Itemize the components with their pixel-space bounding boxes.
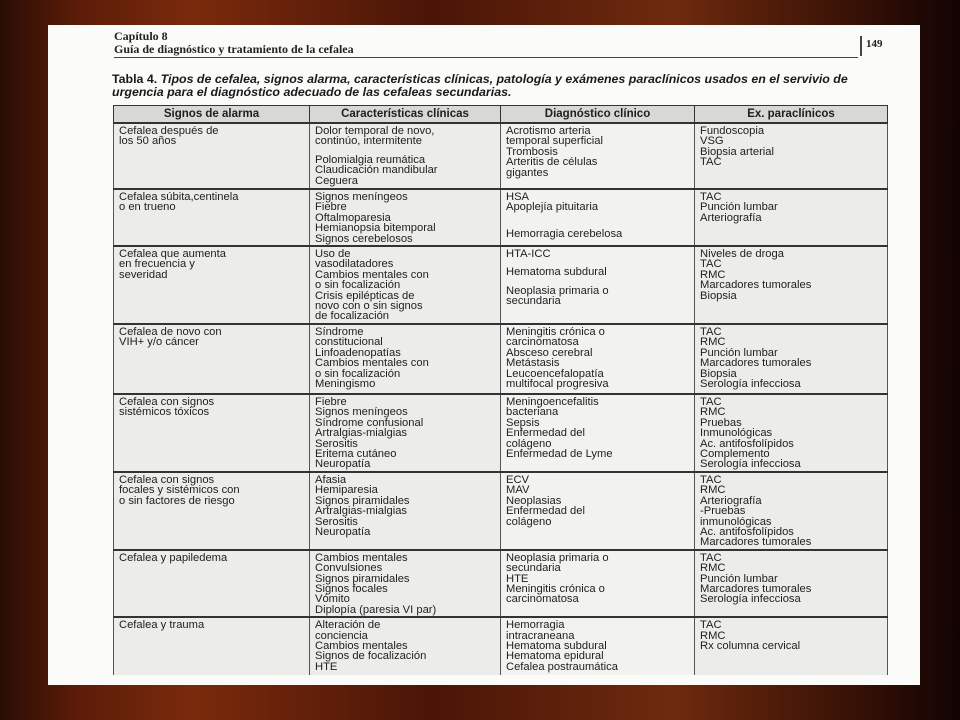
cell-line: o sin focalización [315, 279, 401, 292]
cell-line: Complemento [700, 448, 770, 461]
cell-line: conciencia [315, 629, 368, 642]
cell-line: Hematoma epidural [506, 650, 604, 663]
table-header-row [114, 106, 888, 124]
header-rule [114, 57, 858, 58]
column-header: Diagnóstico clínico [501, 106, 695, 124]
cell-line: Serositis [315, 515, 358, 528]
table-cell [114, 189, 310, 246]
column-header: Características clínicas [310, 106, 501, 124]
cell-line: Cefalea después de [119, 125, 219, 137]
cell-line: Cefalea con signos [119, 396, 215, 409]
table-cell [310, 324, 501, 394]
cell-line: TAC [700, 156, 722, 169]
cell-line: Hemiparesia [315, 484, 378, 497]
cell-line: Cefalea que aumenta [119, 248, 226, 261]
table-row [114, 394, 888, 472]
cell-line: Fiebre [315, 396, 347, 409]
cell-line: Inmunológicas [700, 427, 773, 440]
page-header [114, 30, 894, 66]
cell-line: Serositis [315, 437, 358, 450]
table-cell [114, 246, 310, 324]
cell-line: Apoplejía pituitaria [506, 201, 599, 214]
caption-label: Tabla 4. [112, 72, 158, 86]
guide-title: Guía de diagnóstico y tratamiento de la cefalea [114, 42, 354, 56]
table-cell [695, 550, 888, 617]
table-cell [310, 123, 501, 189]
table-cell [501, 472, 695, 550]
cell-line: HTA-ICC [506, 248, 551, 261]
cell-line: continúo, intermitente [315, 135, 422, 148]
cell-line: Meningitis crónica o [506, 326, 605, 339]
cell-line: Fiebre [315, 201, 347, 214]
cell-line: Artralgias-mialgias [315, 427, 408, 440]
cell-line: Dolor temporal de novo, [315, 125, 435, 137]
cell-line: Marcadores tumorales [700, 536, 812, 549]
cell-line: Punción lumbar [700, 346, 778, 359]
cell-line: de focalización [315, 310, 390, 323]
cell-line: Vómito [315, 593, 350, 606]
cell-line: Signos piramidales [315, 494, 410, 507]
cell-line: TAC [700, 326, 722, 339]
cell-line: Punción lumbar [700, 201, 778, 214]
cell-line: Marcadores tumorales [700, 279, 812, 292]
cell-line: Neoplasia primaria o [506, 551, 609, 564]
cell-line: Biopsia arterial [700, 145, 774, 158]
cell-line: Síndrome confusional [315, 416, 424, 429]
cell-line: temporal superficial [506, 135, 604, 148]
cell-line: Cefalea con signos [119, 473, 215, 486]
table-cell [310, 617, 501, 675]
column-header: Ex. paraclínicos [695, 106, 888, 124]
cell-line: TAC [700, 396, 722, 409]
cell-line: Convulsiones [315, 562, 383, 575]
cell-line: Linfoadenopatías [315, 346, 401, 359]
table-cell [310, 550, 501, 617]
cell-line: o sin factores de riesgo [119, 494, 235, 507]
table-cell [695, 324, 888, 394]
cell-line: TAC [700, 473, 722, 486]
cell-line: Acrotismo arteria [506, 125, 591, 137]
cell-line: Sepsis [506, 416, 540, 429]
cell-line: Pruebas [700, 416, 742, 429]
cell-line: Crisis epilépticas de [315, 289, 415, 302]
table-row [114, 617, 888, 675]
cell-line: Neuropatía [315, 458, 371, 471]
cell-line: gigantes [506, 166, 549, 179]
table-cell [695, 394, 888, 472]
cell-line: Artralgias-mialgias [315, 505, 408, 518]
cell-line: vasodilatadores [315, 258, 394, 271]
cell-line: carcinomatosa [506, 593, 579, 606]
cell-line: Metástasis [506, 357, 560, 370]
table-cell [501, 617, 695, 675]
cell-line: Leucoencefalopatía [506, 367, 604, 380]
cell-line: Meningismo [315, 378, 376, 391]
cell-line: TAC [700, 191, 722, 203]
cell-line: Diplopía (paresia VI par) [315, 603, 437, 616]
table-row [114, 550, 888, 617]
cell-line: intracraneana [506, 629, 575, 642]
cell-line: RMC [700, 629, 726, 642]
cell-line: Signos focales [315, 582, 388, 595]
cell-line: Ac. antifosfolípidos [700, 525, 794, 538]
cell-line: Cefalea y trauma [119, 619, 205, 632]
table-caption [112, 73, 892, 99]
cell-line: Cambios mentales con [315, 268, 429, 281]
table-cell [695, 189, 888, 246]
cell-line: secundaria [506, 562, 561, 575]
cell-line: Meningoencefalitis [506, 396, 599, 409]
cell-line: HTE [315, 660, 338, 673]
cell-line: colágeno [506, 437, 552, 450]
cell-line: -Pruebas [700, 505, 746, 518]
cell-line: VIH+ y/o cáncer [119, 336, 199, 349]
caption-text: Tipos de cefalea, signos alarma, características clínicas, patología y exámenes paraclínicos usados en el servivio de urgencia para el diagnóstico adecuado de las cefaleas secundarias. [112, 72, 848, 99]
table-cell [501, 324, 695, 394]
document-page [48, 25, 920, 685]
cell-line: Ceguera [315, 174, 358, 187]
table-cell [695, 617, 888, 675]
table-cell [114, 324, 310, 394]
cell-line: Niveles de droga [700, 248, 784, 261]
cell-line: Cefalea y papiledema [119, 551, 228, 564]
cell-line: Signos piramidales [315, 572, 410, 585]
cell-line: Hematoma subdural [506, 266, 607, 279]
page-number: 149 [866, 38, 883, 50]
cell-line: Arteriografía [700, 211, 762, 224]
cell-line: RMC [700, 336, 726, 349]
table-cell [501, 394, 695, 472]
cell-line: severidad [119, 268, 168, 281]
cell-line: Signos cerebelosos [315, 232, 413, 245]
table-cell [310, 394, 501, 472]
cell-line: Cefalea súbita,centinela [119, 191, 239, 203]
cell-line: Cambios mentales con [315, 357, 429, 370]
table-row [114, 189, 888, 246]
cell-line: Meningitis crónica o [506, 582, 605, 595]
cell-line: focales y sistémicos con [119, 484, 240, 497]
cell-line: Afasia [315, 473, 347, 486]
table-row [114, 123, 888, 189]
cell-line: MAV [506, 484, 530, 497]
table-cell [114, 394, 310, 472]
cell-line: VSG [700, 135, 724, 148]
cell-line: secundaria [506, 295, 561, 308]
table-cell [501, 189, 695, 246]
cell-line: en frecuencia y [119, 258, 195, 271]
cell-line: Arteriografía [700, 494, 762, 507]
table-cell [695, 246, 888, 324]
cell-line: Arteritis de células [506, 156, 598, 169]
table-cell [114, 550, 310, 617]
cell-line: Oftalmoparesia [315, 211, 391, 224]
cell-line: Fundoscopia [700, 125, 765, 137]
cell-line: o sin focalización [315, 367, 401, 380]
cell-line: los 50 años [119, 135, 177, 148]
cell-line: Síndrome [315, 326, 364, 339]
cell-line: carcinomatosa [506, 336, 579, 349]
cell-line: Signos meníngeos [315, 191, 408, 203]
cell-line: Hemorragia [506, 619, 565, 632]
cell-line: Claudicación mandibular [315, 164, 438, 177]
cell-line: RMC [700, 562, 726, 575]
headache-table [113, 105, 888, 675]
table-cell [501, 550, 695, 617]
table-cell [501, 246, 695, 324]
chapter-label: Capítulo 8 [114, 29, 168, 43]
cell-line: constitucional [315, 336, 383, 349]
table-cell [114, 472, 310, 550]
table-cell [114, 123, 310, 189]
table-row [114, 472, 888, 550]
cell-spacer [506, 213, 690, 221]
cell-line: Enfermedad de Lyme [506, 448, 613, 461]
table-cell [114, 617, 310, 675]
cell-line: inmunológicas [700, 515, 772, 528]
table-cell [310, 246, 501, 324]
table-cell [310, 189, 501, 246]
cell-line: bacteriana [506, 406, 559, 419]
cell-line: Serología infecciosa [700, 458, 801, 471]
cell-line: Marcadores tumorales [700, 357, 812, 370]
cell-line: TAC [700, 258, 722, 271]
cell-line: sistémicos tóxicos [119, 406, 210, 419]
cell-line: Neoplasias [506, 494, 562, 507]
table-cell [501, 123, 695, 189]
cell-line: Serología infecciosa [700, 593, 801, 606]
cell-line: Absceso cerebral [506, 346, 593, 359]
cell-line: Cefalea postraumática [506, 660, 618, 673]
cell-line: ECV [506, 473, 530, 486]
cell-line: TAC [700, 551, 722, 564]
cell-line: Biopsia [700, 367, 737, 380]
cell-line: TAC [700, 619, 722, 632]
cell-line: Uso de [315, 248, 351, 261]
cell-line: HTE [506, 572, 529, 585]
cell-line: Biopsia [700, 289, 737, 302]
cell-line: Punción lumbar [700, 572, 778, 585]
column-header: Signos de alarma [114, 106, 310, 124]
cell-line: Alteración de [315, 619, 381, 632]
cell-line: HSA [506, 191, 530, 203]
cell-line: Marcadores tumorales [700, 582, 812, 595]
cell-line: Signos de focalización [315, 650, 427, 663]
cell-line: RMC [700, 406, 726, 419]
cell-line: Eritema cutáneo [315, 448, 397, 461]
cell-line: o en trueno [119, 201, 176, 214]
cell-line: Enfermedad del [506, 427, 585, 440]
cell-line: Rx columna cervical [700, 639, 801, 652]
cell-line: Ac. antifosfolípidos [700, 437, 794, 450]
cell-line: Signos meníngeos [315, 406, 408, 419]
table-row [114, 246, 888, 324]
table-cell [695, 472, 888, 550]
cell-line: Serología infecciosa [700, 378, 801, 391]
cell-line: Neuropatía [315, 525, 371, 538]
cell-line: multifocal progresiva [506, 378, 609, 391]
table-cell [695, 123, 888, 189]
cell-line: colágeno [506, 515, 552, 528]
cell-line: Hemorragia cerebelosa [506, 227, 623, 240]
cell-line: novo con o sin signos [315, 300, 423, 313]
cell-line: Enfermedad del [506, 505, 585, 518]
header-separator [860, 36, 862, 56]
cell-line: Cefalea de novo con [119, 326, 222, 339]
cell-line: Hemianopsia bitemporal [315, 222, 436, 235]
cell-line: Hematoma subdural [506, 639, 607, 652]
cell-line: Cambios mentales [315, 639, 408, 652]
table-row [114, 324, 888, 394]
cell-line: Polomialgia reumática [315, 153, 426, 166]
cell-line: Neoplasia primaria o [506, 284, 609, 297]
cell-line: Cambios mentales [315, 551, 408, 564]
cell-line: RMC [700, 484, 726, 497]
table-cell [310, 472, 501, 550]
cell-line: Trombosis [506, 145, 558, 158]
cell-line: RMC [700, 268, 726, 281]
